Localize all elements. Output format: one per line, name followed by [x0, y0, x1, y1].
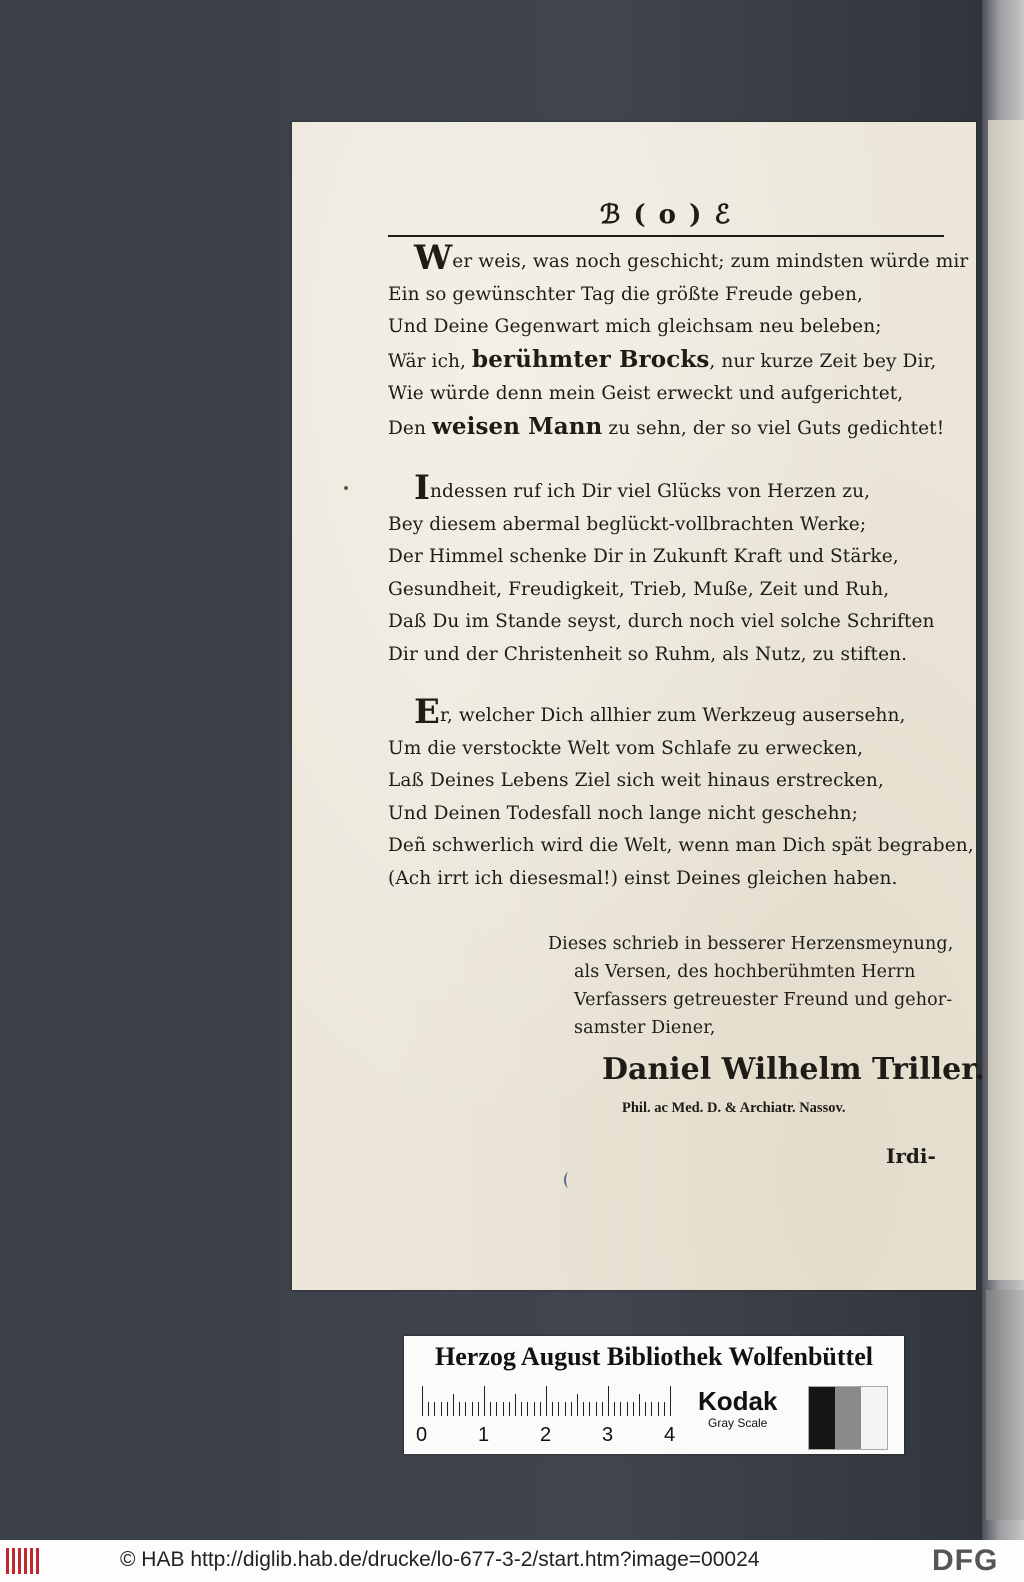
- ruler-tick: [521, 1402, 522, 1416]
- ink-mark: [564, 1172, 574, 1188]
- page-header: ℬ ( o ) ℰ: [599, 200, 733, 230]
- ruler-tick: [596, 1402, 597, 1416]
- adjacent-page-edge: [982, 0, 1024, 1540]
- ruler-tick: [453, 1394, 454, 1416]
- logo-bar: [30, 1548, 33, 1574]
- verse-line: [388, 692, 948, 733]
- stanza-3: [388, 692, 974, 895]
- ruler-tick: [422, 1386, 423, 1416]
- ruler-tick: [620, 1402, 621, 1416]
- ruler-tick: [496, 1402, 497, 1416]
- ruler-tick: [651, 1402, 652, 1416]
- dedication-line: Dieses schrieb in besserer Herzensmeynung,: [548, 934, 954, 954]
- ruler-tick: [478, 1402, 479, 1416]
- ruler-tick: [583, 1402, 584, 1416]
- ruler-tick: [589, 1402, 590, 1416]
- ruler-tick: [459, 1402, 460, 1416]
- ruler-tick: [447, 1402, 448, 1416]
- ruler-tick: [614, 1402, 615, 1416]
- drop-cap: E: [414, 692, 441, 732]
- ruler-tick: [608, 1386, 609, 1416]
- ruler-tick: [658, 1402, 659, 1416]
- verse-text: , nur kurze Zeit bey Dir,: [709, 350, 937, 372]
- verse-text: (Ach irrt ich diesesmal!) einst Deines gleichen haben.: [388, 867, 898, 889]
- ruler-tick: [633, 1402, 634, 1416]
- verse-line: [388, 733, 948, 766]
- dedication-line: samster Diener,: [574, 1018, 716, 1038]
- emphasized-name: berühmter Brocks: [472, 345, 710, 373]
- header-rule: [388, 235, 944, 237]
- ruler-tick: [465, 1402, 466, 1416]
- ruler-tick: [472, 1402, 473, 1416]
- hab-logo-icon: [6, 1548, 46, 1574]
- logo-bar: [12, 1548, 15, 1574]
- logo-bar: [6, 1548, 9, 1574]
- logo-bar: [24, 1548, 27, 1574]
- footer-bar: [0, 1540, 1024, 1582]
- drop-cap: I: [414, 468, 431, 508]
- ruler-tick: [664, 1402, 665, 1416]
- ruler-tick: [428, 1402, 429, 1416]
- ruler-number: 0: [416, 1424, 428, 1446]
- catchword: Irdi-: [886, 1144, 936, 1168]
- verse-text: r, welcher Dich allhier zum Werkzeug ausersehn,: [440, 705, 906, 726]
- verse-text: Den: [388, 417, 432, 439]
- verse-line: [388, 863, 948, 896]
- drop-cap: W: [414, 238, 453, 278]
- adjacent-page-strip: [988, 120, 1024, 1280]
- ruler-tick: [639, 1394, 640, 1416]
- ruler-tick: [509, 1402, 510, 1416]
- verse-line: [388, 468, 948, 509]
- gray-patch: [861, 1387, 887, 1449]
- gray-patch: [809, 1387, 835, 1449]
- verse-line: [388, 639, 948, 672]
- verse-text: Der Himmel schenke Dir in Zukunft Kraft und Stärke,: [388, 546, 899, 567]
- verse-line: [388, 344, 948, 379]
- ruler-tick: [565, 1402, 566, 1416]
- verse-line: [388, 830, 974, 863]
- ruler-tick: [552, 1402, 553, 1416]
- signature-name: Daniel Wilhelm Triller.: [602, 1052, 985, 1087]
- verse-text: Wie würde denn mein Geist erweckt und aufgerichtet,: [388, 383, 904, 404]
- library-name: Herzog August Bibliothek Wolfenbüttel: [435, 1342, 873, 1371]
- ruler-tick: [602, 1402, 603, 1416]
- paper-spot: [344, 486, 348, 490]
- verse-text: Ein so gewünschter Tag die größte Freude geben,: [388, 283, 864, 305]
- logo-bar: [36, 1548, 39, 1574]
- dfg-logo: DFG: [932, 1544, 999, 1577]
- ruler-tick: [484, 1386, 485, 1416]
- ruler-tick: [558, 1402, 559, 1416]
- ruler-tick: [515, 1394, 516, 1416]
- ruler-tick: [503, 1402, 504, 1416]
- verse-text: Um die verstockte Welt vom Schlafe zu erwecken,: [388, 737, 864, 759]
- verse-text: zu sehn, der so viel Guts gedichtet!: [602, 417, 945, 439]
- verse-text: Dir und der Christenheit so Ruhm, als Nutz, zu stiften.: [388, 643, 908, 665]
- gray-patch: [835, 1387, 861, 1449]
- ruler-tick: [546, 1386, 547, 1416]
- verse-text: Wär ich,: [388, 350, 473, 372]
- verse-text: ndessen ruf ich Dir viel Glücks von Herzen zu,: [430, 481, 871, 502]
- verse-text: Und Deine Gegenwart mich gleichsam neu beleben;: [388, 316, 882, 337]
- ruler-tick: [571, 1402, 572, 1416]
- verse-line: [388, 311, 948, 344]
- stanza-2: [388, 468, 948, 671]
- verse-line: [388, 238, 969, 279]
- verse-text: er weis, was noch geschicht; zum mindsten würde mir: [452, 251, 969, 272]
- signature-title: Phil. ac Med. D. & Archiatr. Nassov.: [622, 1100, 846, 1116]
- ruler-number: 4: [664, 1424, 676, 1446]
- kodak-subtitle: Gray Scale: [708, 1416, 768, 1430]
- verse-line: [388, 798, 948, 831]
- ruler-number: 2: [540, 1424, 552, 1446]
- ruler-tick: [627, 1402, 628, 1416]
- ruler-number: 3: [602, 1424, 614, 1446]
- verse-line: [388, 541, 948, 574]
- verse-line: [388, 574, 948, 607]
- ruler-tick: [577, 1394, 578, 1416]
- ruler-tick: [527, 1402, 528, 1416]
- ruler-tick: [534, 1402, 535, 1416]
- dedication-line: als Versen, des hochberühmten Herrn: [574, 962, 916, 982]
- verse-line: [388, 378, 948, 411]
- verse-line: [388, 765, 948, 798]
- color-scale-card: [404, 1336, 904, 1454]
- verse-line: [388, 606, 948, 639]
- verse-text: Daß Du im Stande seyst, durch noch viel solche Schriften: [388, 611, 935, 632]
- kodak-logo: Kodak: [698, 1386, 778, 1416]
- verse-text: Laß Deines Lebens Ziel sich weit hinaus erstrecken,: [388, 770, 884, 791]
- verse-text: Deñ schwerlich wird die Welt, wenn man Dich spät begraben,: [388, 835, 974, 856]
- ruler-tick: [434, 1402, 435, 1416]
- logo-bar: [18, 1548, 21, 1574]
- ruler-ticks: [422, 1386, 672, 1416]
- ruler: [416, 1380, 676, 1450]
- verse-line: [388, 509, 948, 542]
- book-page: [292, 122, 985, 1290]
- verse-line: [388, 279, 948, 312]
- gray-scale-swatch: [808, 1386, 888, 1450]
- ruler-tick: [540, 1402, 541, 1416]
- stanza-1: [388, 238, 969, 445]
- verse-text: Und Deinen Todesfall noch lange nicht geschehn;: [388, 802, 858, 824]
- adjacent-page-shadow: [986, 1290, 1024, 1520]
- verse-line: [388, 411, 948, 446]
- ruler-tick: [490, 1402, 491, 1416]
- verse-text: Bey diesem abermal beglückt-vollbrachten Werke;: [388, 513, 867, 535]
- ruler-tick: [441, 1402, 442, 1416]
- footer-link[interactable]: © HAB http://diglib.hab.de/drucke/lo-677-3-2/start.htm?image=00024: [120, 1548, 760, 1571]
- dedication-line: Verfassers getreuester Freund und gehor-: [574, 990, 953, 1010]
- dedication: [548, 930, 954, 1042]
- ruler-number: 1: [478, 1424, 490, 1446]
- verse-text: Gesundheit, Freudigkeit, Trieb, Muße, Zeit und Ruh,: [388, 578, 890, 600]
- ruler-tick: [670, 1386, 671, 1416]
- emphasized-name: weisen Mann: [431, 412, 603, 440]
- ruler-tick: [645, 1402, 646, 1416]
